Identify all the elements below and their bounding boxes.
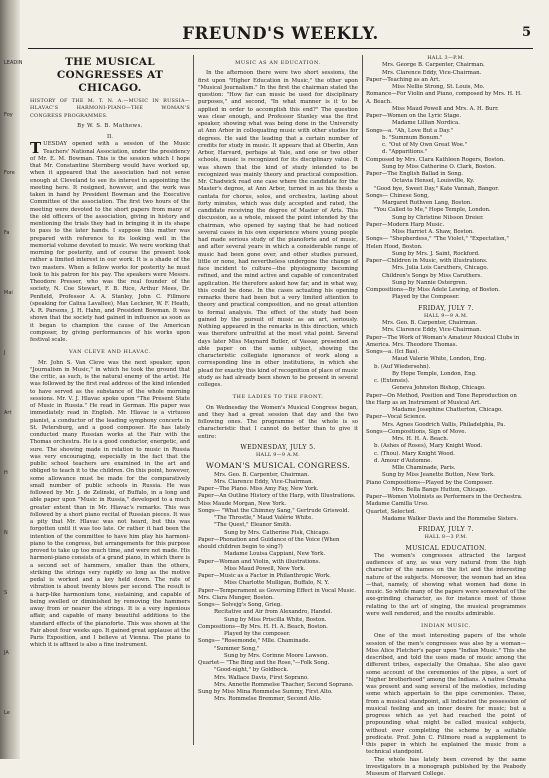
program-line: Played by the composer. <box>198 631 358 638</box>
program-line: Sung by Mrs. Corinne Moore Lawson. <box>198 653 358 660</box>
program-line: Quartet, Selected. <box>366 509 526 516</box>
program-line: Miss Nellie Strong, St. Louis, Mo. <box>366 84 526 91</box>
program-line: Madame Louisa Cappiani, New York. <box>198 551 358 558</box>
article-subtitle: HISTORY OF THE M. T. N. A.—MUSIC IN RUSSIA—HLAVAC'S HARMONI-PIANO—THE WOMAN'S CONGRESS PROGRAMMES. <box>30 98 190 120</box>
program-line: Sung by Mrs. Catherine Fisk, Chicago. <box>198 530 358 537</box>
article-paragraph <box>30 141 190 344</box>
article-byline: By W. S. B. Mathews. <box>30 123 190 130</box>
program-line: d. Amour d'Automne. <box>366 458 526 465</box>
page-header <box>28 22 533 49</box>
program-line: Paper—Phonation and Guidance of the Voice (When should children begin to sing?) <box>198 537 358 552</box>
section-heading: MUSIC AS AN EDUCATION. <box>198 60 358 67</box>
gutter-mark: Foy <box>4 112 16 118</box>
program-line: "Good bye, Sweet Day," Kate Vannah, Bangor. <box>366 186 526 193</box>
program-line: Songs— Chinese Song, <box>366 193 526 200</box>
program-line: b. (Ashes of Roses), Mary Knight Wood. <box>366 443 526 450</box>
program-line: Paper—Teaching as an Art. <box>366 77 526 84</box>
article-part: II. <box>30 134 190 141</box>
program-line: Mrs. Clarence Eddy, Vice-Chairman. <box>198 479 358 486</box>
program-day: FRIDAY, JULY 7. <box>366 526 526 533</box>
program-heading: WOMAN'S MUSICAL CONGRESS. <box>198 462 358 469</box>
program-list <box>366 55 526 302</box>
program-line: Mrs. Clarence Eddy, Vice-Chairman. <box>366 70 526 77</box>
program-line: Songs— Solvejg's Song, Grieg. <box>198 602 358 609</box>
program-line: Miss Maud Powell, New York. <box>198 566 358 573</box>
program-line: d. "Apparitions." <box>366 149 526 156</box>
column-divider <box>362 55 363 745</box>
program-line: c. (Extensis). <box>366 378 526 385</box>
program-line: Mrs. Bella Bangs Hutton, Chicago. <box>366 487 526 494</box>
program-day: WEDNESDAY, JULY 5. <box>198 444 358 451</box>
column-3 <box>366 55 526 745</box>
program-line: Paper—The Piano. Miss Amy Fay, New York. <box>198 486 358 493</box>
program-line: Recitative and Air from Alexandro, Handel. <box>198 609 358 616</box>
article-paragraph-text: UESDAY opened with a session of the Music Teachers' National Association, under the presidency of Mr. E. M. Bowman. This is the session which I hope that Mr. Constantine Sternberg would have worked up, when it appeared that the association had not sense enough at Cleveland to see its interest in appointing the meeting here. It resigned, however, and the work was taken in hand by President Bowman and the Executive Committee of the association. The first two hours of the meeting were devoted to the short papers from many of the old officers of the association, giving in history and mentioning the trials they had in bringing it in its shape to pass to the later hands. I suppose this matter was prepared with reference to its looking well in the memorial volume devoted to music. We were working that morning for posterity, and of course the present took rather a limited interest in our work. It is a shade of the two masters. When a fellow works for posterity he must look to his patron for his pay. The speakers were Messrs. Theodore Presser, who was the real founder of the society, N. Coe Stewart, F. B. Rice, Arthur Mees, Dr. Penfield, Professor A. A. Stanley, John C. Fillmore (speaking for Calixa Lavallee), Max Leckner, W. F. Heath, A. R. Parsons, J. H. Hahn, and President Bowman. It was shown that the society had gained in influence as soon as it began to champion the cause of the American composer, by giving performances of his works upon festival scale. <box>30 141 190 343</box>
program-line: Sung by Miss Mina Rommelse Summy, First Alto. <box>198 689 358 696</box>
program-line: Songs—Compositions, Sign of Move. <box>366 429 526 436</box>
program-line: Mrs. Annette Rommelse Thacher, Second Soprano. <box>198 682 358 689</box>
program-line: b. "Summum Bonum." <box>366 135 526 142</box>
gutter-mark: Fa <box>4 230 16 236</box>
program-line: Sung by Miss Catherine O. Clark, Boston. <box>366 164 526 171</box>
article-paragraph: The women's congresses attracted the largest audiences of any, as was very natural from the high character of the names on the list and the interesting nature of the subjects. Moreover, the women had an idea—that, namely, of showing what women had done in music. So while many of the papers were somewhat of the axe-grinding character, as for instance most of those relating to the art of singing, the musical programmes were well rendered, and the results admirable. <box>366 553 526 618</box>
masthead-title: FREUND'S WEEKLY. <box>28 24 533 43</box>
program-line: Songs— "What the Chimney Sang," Gertrude Griswold. <box>198 508 358 515</box>
program-hall: HALL 8—3 P.M. <box>366 534 526 541</box>
program-list <box>366 313 526 523</box>
program-line: Songs—a. (Ici Bas). <box>366 349 526 356</box>
column-divider <box>193 55 194 745</box>
program-line: "Summer Song," <box>198 646 358 653</box>
program-line: Mrs. Clarence Eddy, Vice-Chairman. <box>366 327 526 334</box>
program-line: Sung by Miss Priscilla White, Boston. <box>198 617 358 624</box>
program-line: "You Called to Me," Hope Temple, London. <box>366 207 526 214</box>
program-line: Mrs. Agnes Goodrich Vallis, Philadelphia, Pa. <box>366 422 526 429</box>
gutter-mark: LEADIN <box>4 60 16 66</box>
program-line: Paper—Women on the Lyric Stage. <box>366 113 526 120</box>
gutter-mark: H <box>4 470 16 476</box>
column-1 <box>30 55 190 745</box>
program-hall: HALL 9—9 A.M. <box>198 452 358 459</box>
program-line: Paper—Temperament as Governing Effect in Vocal Music. Mrs. Clara Munger, Boston. <box>198 588 358 603</box>
program-line: Maud Valerie White, London, Eng. <box>366 356 526 363</box>
program-line: Romance—For Violin and Piano, composed by Mrs. H. H. A. Beach. <box>366 91 526 106</box>
program-line: HALL 3—P.M. <box>366 55 526 62</box>
program-line: Paper—Music as a Factor in Philanthropic Work. <box>198 573 358 580</box>
article-paragraph: The whole has lately been covered by the same investigators in a monograph published by the Peabody Museum of Harvard College. <box>366 757 526 778</box>
section-heading: INDIAN MUSIC. <box>366 623 526 630</box>
program-line: Mrs. George B. Carpenter, Chairman. <box>366 62 526 69</box>
program-line: Miss Charlotte Mulligan, Buffalo, N. Y. <box>198 580 358 587</box>
gutter-mark: Fore <box>4 170 16 176</box>
article-title: THE MUSICAL CONGRESSES AT CHICAGO. <box>30 56 190 95</box>
program-line: c. "Out of My Own Great Woe." <box>366 142 526 149</box>
program-line: Mrs. Wallace Davis, First Soprano. <box>198 675 358 682</box>
program-day: FRIDAY, JULY 7. <box>366 305 526 312</box>
program-line: Paper—The Work of Woman's Amateur Musical Clubs in America. Mrs. Theodore Thomas. <box>366 335 526 350</box>
program-line: Paper—An Outline History of the Harp, with Illustrations. Miss Maude Morgan, New York. <box>198 493 358 508</box>
program-line: Mrs. Geo. B. Carpenter, Chairman. <box>366 320 526 327</box>
program-line: "The Quest," Eleanor Smith. <box>198 522 358 529</box>
program-line: Composed by Mrs. Clara Kathleen Rogers, Boston. <box>366 157 526 164</box>
program-line: Miss Harriet A. Shaw, Boston. <box>366 229 526 236</box>
article-paragraph: Mr. John S. Van Cleve was the next speaker, upon "Journalism in Music," in which he took the ground that the critic, as such, is the natural enemy of the artist. He was followed by the first real address of the kind intended to have served as the substance of the whole morning sessions. Mr. V. J. Hlavac spoke upon "The Present State of Music in Russia." He read in German. His paper was immediately read in English. Mr. Hlavac is a virtuoso pianist, a conductor of the leading symphony concerts in St. Petersburg, and a good composer. He has lately conducted many Russian works at the Fair with the Thomas orchestra. He is a good conductor, energetic, and sure. The showing made in relation to music in Russia was very encouraging, especially in the fact that the public school teachers are examined in the art and obliged to teach it to the children. On this point, however, some allowance must be made for the comparatively small number of public schools in Russia. He was followed by Mr. J. de Zelinski, of Buffalo, in a long and able paper upon "Music in Russia," developed to a much greater extent than in Mr. Hlavac's remarks. This was followed by a short piano recital of Russian pieces. It was a pity that Mr. Hlavac was not heard, but this was forgotten until it was too late. Or rather it had been the intention of the committee to have him play his harmoni-piano to the congress, but arrangements for this purpose proved to take up too much time, and were not made. His harmoni-piano consists of a grand piano, in which there is a second set of hammers, smaller than the others, striking the strings very rapidly so long as the motive pedal is worked and a key held down. The rate of vibration is about twenty blows per second. The result is a harp-like harmonium tone, sustaining, and capable of being swelled or diminished by removing the hammers away from or nearer the strings. It is a very ingenious affair, and capable of many beautiful additions to the standard effects of the pianoforte. This was shown at the Fair about four weeks ago. It gained great applause at the Paris Exposition, and I believe at Vienna. The piano to which it is affixed is also a fine instrument. <box>30 360 190 650</box>
program-line: "The Throstle," Maud Valérie White. <box>198 515 358 522</box>
gutter-mark: S <box>4 590 16 596</box>
article-paragraph: One of the most interesting papers of the whole session of the men's congresses was also by a woman—Miss Alice Fletcher's paper upon "Indian Music." This she described, and told the uses made of music among the different tribes, especially the Omahas. She also gave some account of the ceremonies of the pipes, a sort of "higher brotherhood" among the Indians. A native Omaha was present and sang several of the melodies, including some which appertain to the pipe ceremonies. These, from a musical standpoint, all indicated the possession of musical feeling and an inner desire for music; but a progress which as yet had reached the point of propounding what might be called musical subjects, without ever completing the scheme by a suitable predicate. Prof. John C. Fillmore read a supplement to this paper in which he explained the music from a technical standpoint. <box>366 633 526 756</box>
gutter-mark: Mai <box>4 290 16 296</box>
program-line: Mrs. Rommelse Bremmer, Second Alto. <box>198 696 358 703</box>
program-line: Sung by Mrs. J. Saint, Rockford. <box>366 251 526 258</box>
gutter-mark: N <box>4 530 16 536</box>
program-line: Quartet— "The Bing and the Rose,"—Folk Song. <box>198 660 358 667</box>
program-line: b. (Auf Wiedersehn). <box>366 364 526 371</box>
program-line: Compositions—By Miss Adele Lewing, of Boston. <box>366 287 526 294</box>
page-gutter <box>0 0 20 759</box>
program-line: Paper—Vocal Science. <box>366 414 526 421</box>
program-line: Songs—a. "Ah, Love But a Day." <box>366 128 526 135</box>
program-line: "Good-night," by Goldbeck. <box>198 667 358 674</box>
program-line: Songs— "Shepherdess," "The Violet," "Expectation," Helen Hood, Boston. <box>366 236 526 251</box>
section-heading: THE LADIES TO THE FRONT. <box>198 394 358 401</box>
program-line: Sung by Nannie Ostergren. <box>366 280 526 287</box>
program-line: Mrs. H. H. A. Beach. <box>366 436 526 443</box>
section-heading: VAN CLEVE AND HLAVAC. <box>30 349 190 356</box>
program-line: Paper—Woman and Violin, with illustrations. <box>198 559 358 566</box>
program-line: Children's Songs by Miss Caruthers. <box>366 273 526 280</box>
article-paragraph: On Wednesday the Women's Musical Congress began, and they had a great session that day and the two following ones. The programme of the whole is so characteristic that I cannot do better than to give it entire: <box>198 405 358 441</box>
program-list <box>198 472 358 704</box>
program-line: Sung by Christine Nilsson Dreier. <box>366 215 526 222</box>
program-line: Paper—The English Ballad in Song. <box>366 171 526 178</box>
program-line: Geneva Johnston Bishop, Chicago. <box>366 385 526 392</box>
program-line: c. (Thou). Mary Knight Wood. <box>366 451 526 458</box>
program-line: Madame Lillian Nordica. <box>366 120 526 127</box>
program-line: Madame Josephine Chatterton, Chicago. <box>366 407 526 414</box>
program-line: Miss Maud Powell and Mrs. A. H. Burr. <box>366 106 526 113</box>
article-paragraph: In the afternoon there were two short sessions, the first upon "Higher Education in Music," the other upon "Musical Journalism." In the first the chairman stated the question: "How far can music be used for disciplinary purposes," and second, "In what manner is it to be applied in order to accomplish this end?" The question was clear enough, and Professor Stanley was the first speaker, showing what was being done in the University at Ann Arbor in colloquating music with other studies for degrees. He said the leading that a certain number of credits for study in music. It appears that at Oberlin, Ann Arbor, Harvard, perhaps at Yale, and one or two other schools, music is recognized for its disciplinary value. It was shown that the kind of study intended to be recognized was mainly theory and practical composition. Mr. Chadwick read one case where the candidate for the Master's degree, at Ann Arbor, turned in as his thesis a cantata for chorus, solos, and orchestra, lasting about forty minutes, which was duly accepted and rated, the candidate receiving the degree of Master of Arts. This discussion, as a whole, missed the point intended by the chairman, who opened by saying that he had noticed several cases in his own experience where young people had made serious study of the pianoforte and of music, and after several years in which a considerable range of music had been gone over, and other studies pursued, little or none, had nevertheless undergone the change of face incident to culture—the physiognomy becoming refined, and the mind active and capable of concentrated application. He therefore asked how far, and in what way, this could be done. In the cases actuating his opening remarks there had been but a very limited attention to theory and practical composition, and no great attention to formal analysis. The effect of the study had been gained by the pursuit of music as an art, seriously. Nothing appeared in the remarks in this direction, which was therefore unfruitful at the most vital point. Several days later Miss Maynard Butler, of Vassar, presented an able paper on the same subject, showing the characteristic collegiate ignorance of work along a corresponding line in other institutions, in which she plead for exactly this kind of recognition of place of music study as had already been shown to be present in several colleges. <box>198 70 358 389</box>
program-line: Madame Walker Davis and the Rommelse Sisters. <box>366 516 526 523</box>
drop-cap: T <box>30 142 41 154</box>
program-line: Mrs. Geo. B. Carpenter, Chairman. <box>198 472 358 479</box>
program-line: By Hope Temple, London, Eng. <box>366 371 526 378</box>
program-line: Margaret Ruthven Lang, Boston. <box>366 200 526 207</box>
gutter-mark: Le <box>4 710 16 716</box>
program-line: Compositions—By Mrs. H. H. A. Beach, Boston. <box>198 624 358 631</box>
program-line: Piano Compositions—Played by the Composer. <box>366 480 526 487</box>
gutter-mark: Art <box>4 410 16 416</box>
program-line: Paper—Modern Harp Music. <box>366 222 526 229</box>
gutter-mark: JA <box>4 650 16 656</box>
program-line: Octavia Hensel, Louisville, Ky. <box>366 178 526 185</box>
program-line: Sung by Miss Jeanette Button, New York. <box>366 472 526 479</box>
program-line: Paper—On Method, Position and Tone Reproduction on the Harp as an Instrument of Musical Art. <box>366 393 526 408</box>
program-line: Songs— "Rosemonde," Mlle. Chaminade. <box>198 638 358 645</box>
section-heading: MUSICAL EDUCATION. <box>366 545 526 552</box>
program-line: HALL 9—9 A.M. <box>366 313 526 320</box>
column-2 <box>198 55 358 745</box>
program-line: Paper—Children in Music, with illustrations. <box>366 258 526 265</box>
program-line: Mlle Chaminade, Paris. <box>366 465 526 472</box>
gutter-mark: J <box>4 350 16 356</box>
program-line: Mrs. Julia Lois Caruthers, Chicago. <box>366 265 526 272</box>
page-number: 5 <box>522 25 531 40</box>
program-line: Paper—Women Violinists as Performers in the Orchestra. Madame Camilla Urso. <box>366 494 526 509</box>
program-line: Played by the Composer. <box>366 294 526 301</box>
